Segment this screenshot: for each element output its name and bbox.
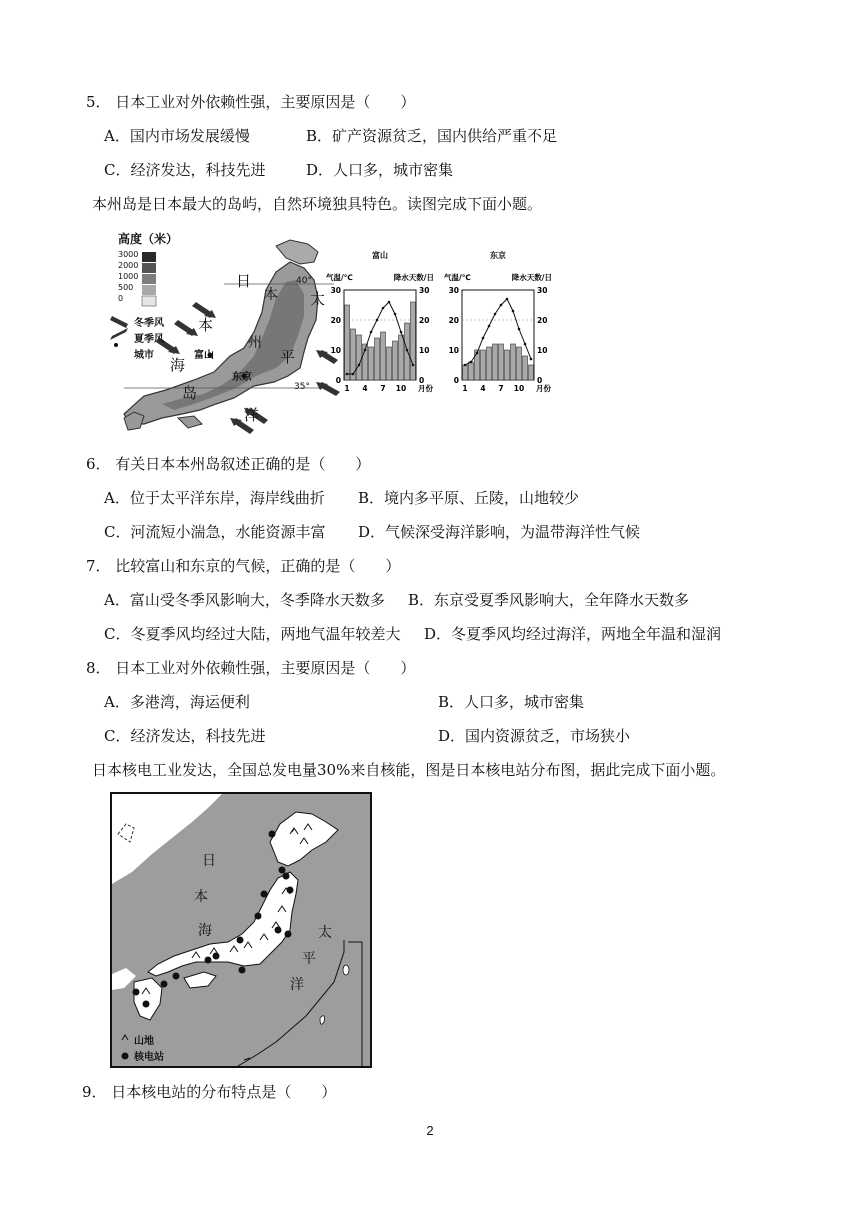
y-tick-left: 20 [448, 316, 459, 325]
y-axis-label-left: 气温/℃ [444, 273, 471, 282]
q8-option-a: A．多港湾，海运便利 [104, 693, 250, 711]
y-axis-label-right: 降水天数/日 [393, 273, 434, 282]
x-tick-label: 10 [513, 384, 525, 393]
q5-option-b: B．矿产资源贫乏，国内供给严重不足 [306, 127, 558, 145]
intro-honshu: 本州岛是日本最大的岛屿，自然环境独具特色。读图完成下面小题。 [92, 195, 543, 213]
temperature-point [376, 319, 379, 322]
temperature-point [400, 331, 403, 334]
elevation-legend [142, 252, 156, 306]
precip-bar [393, 341, 398, 380]
precip-bar [517, 347, 522, 380]
precip-bar [511, 344, 516, 380]
y-axis-label-left: 气温/℃ [326, 273, 353, 282]
precip-bar [387, 347, 392, 380]
label-ben: 本 [194, 889, 208, 905]
label-hai: 海 [170, 356, 186, 374]
temperature-point [370, 331, 373, 334]
lat-35: 35° [294, 382, 310, 392]
precip-bar [463, 365, 468, 380]
tokyo-chart [444, 250, 552, 393]
legend-mountain: 山地 [134, 1036, 154, 1047]
precip-bar [405, 323, 410, 380]
label-yang: 洋 [244, 406, 260, 424]
honshu-figure [104, 228, 554, 438]
legend-summer-wind: 夏季风 [134, 334, 164, 345]
y-tick-left: 30 [448, 286, 459, 295]
y-tick-right: 20 [419, 316, 430, 325]
label-ri: 日 [236, 272, 252, 290]
y-axis-label-right: 降水天数/日 [511, 273, 552, 282]
precip-bar [523, 356, 528, 380]
q7-option-c: C．冬夏季风均经过大陆，两地气温年较差大 [104, 625, 401, 643]
temperature-point [512, 310, 515, 313]
y-tick-right: 30 [537, 286, 548, 295]
label-toyama: 富山 [194, 350, 214, 361]
temperature-point [530, 358, 533, 361]
temperature-point [358, 364, 361, 367]
y-tick-left: 30 [330, 286, 341, 295]
temperature-point [364, 349, 367, 352]
label-ping: 平 [302, 951, 316, 967]
y-tick-right: 0 [537, 376, 543, 385]
legend-city: 城市 [134, 350, 154, 361]
q7-option-b: B．东京受夏季风影响大，全年降水天数多 [408, 591, 690, 609]
precip-bar [357, 335, 362, 380]
y-tick-right: 10 [537, 346, 548, 355]
page-number: 2 [426, 1123, 434, 1138]
temperature-point [506, 298, 509, 301]
temperature-point [412, 364, 415, 367]
precip-bar [345, 305, 350, 380]
precip-bar [475, 350, 480, 380]
label-yang: 洋 [290, 977, 304, 993]
temperature-point [388, 301, 391, 304]
q7-option-d: D．冬夏季风均经过海洋，两地全年温和湿润 [424, 625, 722, 643]
x-tick-label: 7 [380, 384, 386, 393]
x-tick-label: 4 [362, 384, 368, 393]
x-tick-label: 10 [395, 384, 407, 393]
y-tick-left: 0 [335, 376, 341, 385]
temperature-point [352, 373, 355, 376]
q6-option-c: C．河流短小湍急，水能资源丰富 [104, 523, 326, 541]
temperature-point [524, 343, 527, 346]
honshu-map [104, 228, 554, 438]
q6-option-b: B．境内多平原、丘陵，山地较少 [358, 489, 580, 507]
q8-stem: 8． 日本工业对外依赖性强，主要原因是（ ） [86, 659, 416, 677]
x-tick-label: 1 [344, 384, 350, 393]
legend-level: 2000 [118, 261, 139, 270]
legend-winter-wind: 冬季风 [134, 318, 164, 329]
precip-bar [487, 347, 492, 380]
precip-bar [381, 332, 386, 380]
temperature-point [382, 307, 385, 310]
y-tick-left: 0 [453, 376, 459, 385]
chart-title: 东京 [490, 251, 506, 260]
nuclear-map [110, 792, 372, 1068]
temperature-point [406, 349, 409, 352]
q5-option-a: A．国内市场发展缓慢 [104, 127, 250, 145]
precip-bar [375, 338, 380, 380]
q7-option-a: A．富山受冬季风影响大，冬季降水天数多 [104, 591, 385, 609]
precip-bar [351, 329, 356, 380]
q5-option-c: C．经济发达，科技先进 [104, 161, 266, 179]
precip-bar [505, 350, 510, 380]
q9-stem: 9． 日本核电站的分布特点是（ ） [82, 1083, 337, 1101]
q6-stem: 6． 有关日本本州岛叙述正确的是（ ） [86, 455, 371, 473]
label-ben: 本 [198, 316, 214, 334]
x-axis-label: 月份 [536, 384, 551, 393]
chart-title: 富山 [372, 251, 388, 260]
x-tick-label: 7 [498, 384, 504, 393]
label-ping: 平 [280, 348, 296, 366]
label-tai: 太 [318, 925, 332, 941]
precip-bar [369, 347, 374, 380]
legend-level: 500 [118, 283, 134, 292]
temperature-point [346, 373, 349, 376]
precip-bar [399, 335, 404, 380]
y-tick-left: 10 [448, 346, 459, 355]
y-tick-right: 20 [537, 316, 548, 325]
temperature-point [500, 304, 503, 307]
y-tick-right: 0 [419, 376, 425, 385]
legend-title: 高度（米） [118, 232, 179, 246]
label-ben2: 本 [264, 287, 278, 303]
toyama-chart [326, 250, 434, 393]
temperature-point [518, 328, 521, 331]
precip-bar [481, 350, 486, 380]
temperature-point [494, 313, 497, 316]
y-tick-right: 10 [419, 346, 430, 355]
label-dao: 岛 [182, 384, 198, 402]
q8-option-b: B．人口多，城市密集 [438, 693, 585, 711]
legend-level: 1000 [118, 272, 139, 281]
intro-nuclear: 日本核电工业发达，全国总发电量30%来自核能，图是日本核电站分布图，据此完成下面小题。 [92, 761, 726, 779]
temperature-point [476, 352, 479, 355]
precip-bar [411, 302, 416, 380]
q6-option-a: A．位于太平洋东岸，海岸线曲折 [104, 489, 325, 507]
temperature-point [394, 313, 397, 316]
q5-option-d: D．人口多，城市密集 [306, 161, 454, 179]
temperature-point [464, 364, 467, 367]
q8-option-c: C．经济发达，科技先进 [104, 727, 266, 745]
lat-40: 40° [296, 276, 312, 286]
legend-levels [118, 249, 138, 304]
q5-stem: 5． 日本工业对外依赖性强，主要原因是（ ） [86, 93, 416, 111]
q6-option-d: D．气候深受海洋影响，为温带海洋性气候 [358, 523, 641, 541]
label-hai: 海 [198, 923, 212, 939]
q8-option-d: D．国内资源贫乏，市场狭小 [438, 727, 631, 745]
legend-level: 3000 [118, 250, 139, 259]
legend-nuclear-plant: 核电站 [134, 1052, 164, 1063]
label-zhou: 州 [248, 335, 262, 351]
label-tai: 太 [310, 290, 326, 308]
x-tick-label: 4 [480, 384, 486, 393]
precip-bar [493, 344, 498, 380]
temperature-point [470, 361, 473, 364]
q7-stem: 7． 比较富山和东京的气候，正确的是（ ） [86, 557, 401, 575]
y-tick-left: 20 [330, 316, 341, 325]
y-tick-right: 30 [419, 286, 430, 295]
precip-bar [499, 344, 504, 380]
precip-bar [469, 362, 474, 380]
label-tokyo: 东京 [232, 372, 252, 383]
y-tick-left: 10 [330, 346, 341, 355]
precip-bar [529, 365, 534, 380]
temperature-point [482, 337, 485, 340]
legend-level: 0 [118, 294, 124, 303]
x-axis-label: 月份 [418, 384, 433, 393]
label-ri: 日 [202, 853, 216, 869]
temperature-point [488, 325, 491, 328]
x-tick-label: 1 [462, 384, 468, 393]
